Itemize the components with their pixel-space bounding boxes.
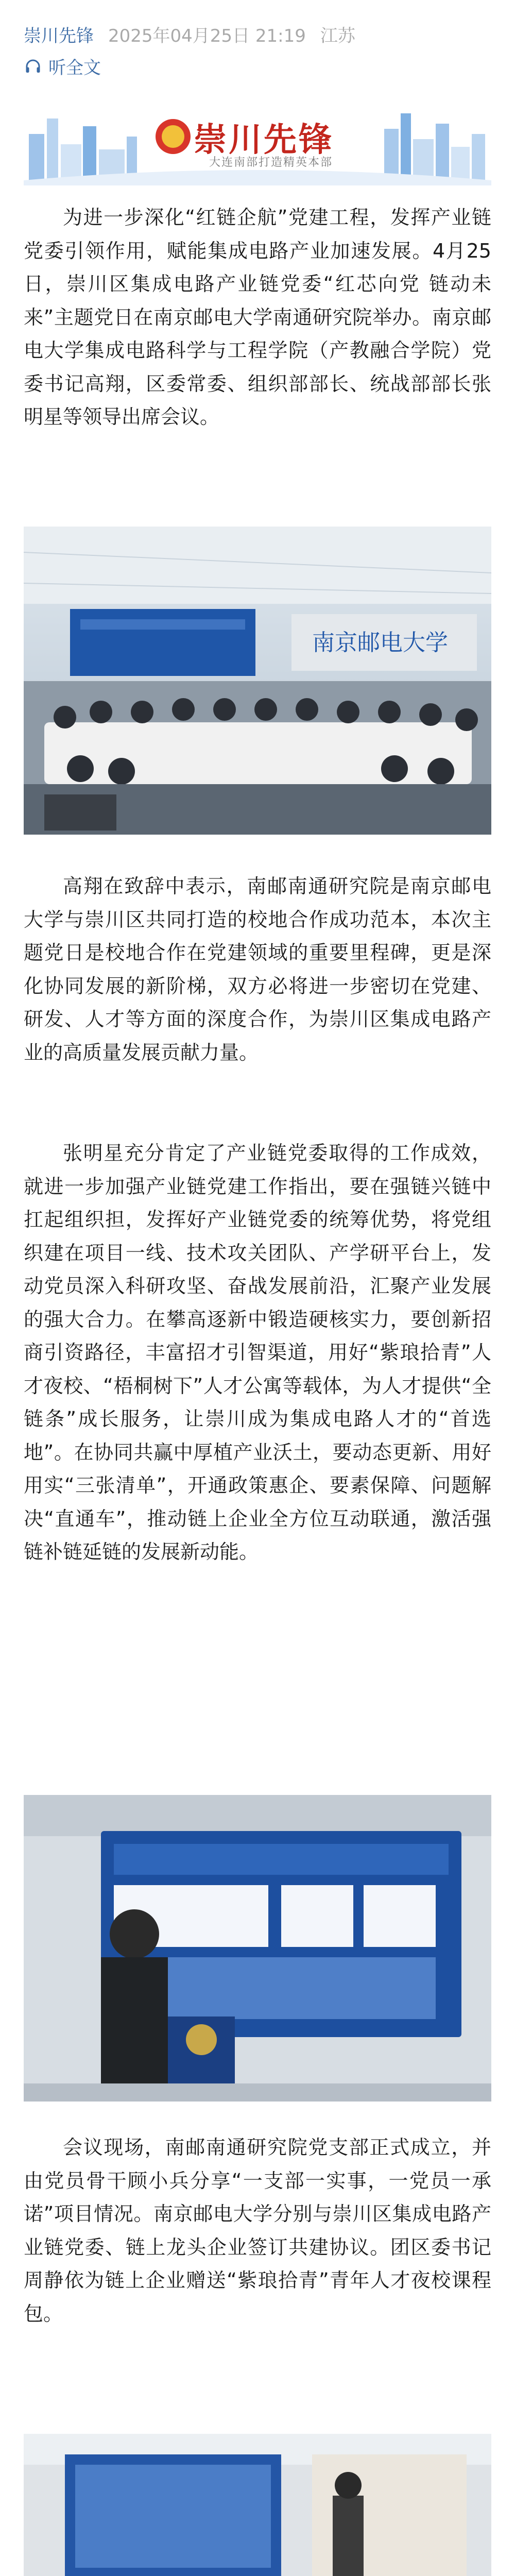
headphones-icon <box>24 57 42 76</box>
audience-photo <box>24 2434 491 2576</box>
paragraph-speech-zhang: 张明星充分肯定了产业链党委取得的工作成效，就进一步加强产业链党建工作指出，要在强链兴链中扛起组织担，发挥好产业链党委的统筹优势，将党组织建在项目一线、技术攻关团队、产学研平台上，发动党员深入科研攻坚、奋战发展前沿，汇聚产业发展的强大合力。在攀高逐新中锻造硬核实力，要创新招商引资路径，丰富招才引智渠道，用好“紫琅拾青”人才夜校、“梧桐树下”人才公寓等载体，为人才提供“全链条”成长服务，让崇川成为集成电路人才的“首选地”。在协同共赢中厚植产业沃土，要动态更新、用好用实“三张清单”，开通政策惠企、要素保障、问题解决“直通车”，推动链上企业全方位互动联通，激活强链补链延链的发展新动能。 <box>24 1142 491 1563</box>
wall-sign-text: 南京邮电大学 <box>312 630 448 656</box>
publish-location: 江苏 <box>320 26 355 46</box>
publish-date: 2025年04月25日 21:19 <box>108 26 306 46</box>
article-meta <box>24 22 355 47</box>
paragraph-intro: 为进一步深化“红链企航”党建工程，发挥产业链党委引领作用，赋能集成电路产业加速发展。4月25日，崇川区集成电路产业链党委“红芯向党 链动未来”主题党日在南京邮电大学南通研究院举办。南京邮电大学集成电路科学与工程学院（产教融合学院）党委书记高翔，区委常委、组织部部长、统战部部长张明星等领导出席会议。 <box>24 206 491 428</box>
listen-button[interactable] <box>24 54 101 79</box>
listen-label: 听全文 <box>48 58 101 78</box>
meeting-photo <box>24 527 491 835</box>
paragraph-meeting-site: 会议现场，南邮南通研究院党支部正式成立，并由党员骨干顾小兵分享“一支部一实事，一党员一承诺”项目情况。南京邮电大学分别与崇川区集成电路产业链党委、链上龙头企业签订共建协议。团区委书记周静依为链上企业赠送“紫琅拾青”青年人才夜校课程包。 <box>24 2136 491 2325</box>
speaker-photo <box>24 1795 491 2102</box>
banner-title: 崇川先锋 <box>194 121 334 159</box>
paragraph-speech-gao: 高翔在致辞中表示，南邮南通研究院是南京邮电大学与崇川区共同打造的校地合作成功范本，本次主题党日是校地合作在党建领域的重要里程碑，更是深化协同发展的新阶梯，双方必将进一步密切在党建、研发、人才等方面的深度合作，为崇川区集成电路产业的高质量发展贡献力量。 <box>24 875 491 1064</box>
banner-subtitle: 大连南部打造精英本部 <box>209 156 333 169</box>
account-banner <box>24 98 491 185</box>
account-name-link[interactable]: 崇川先锋 <box>24 26 94 46</box>
